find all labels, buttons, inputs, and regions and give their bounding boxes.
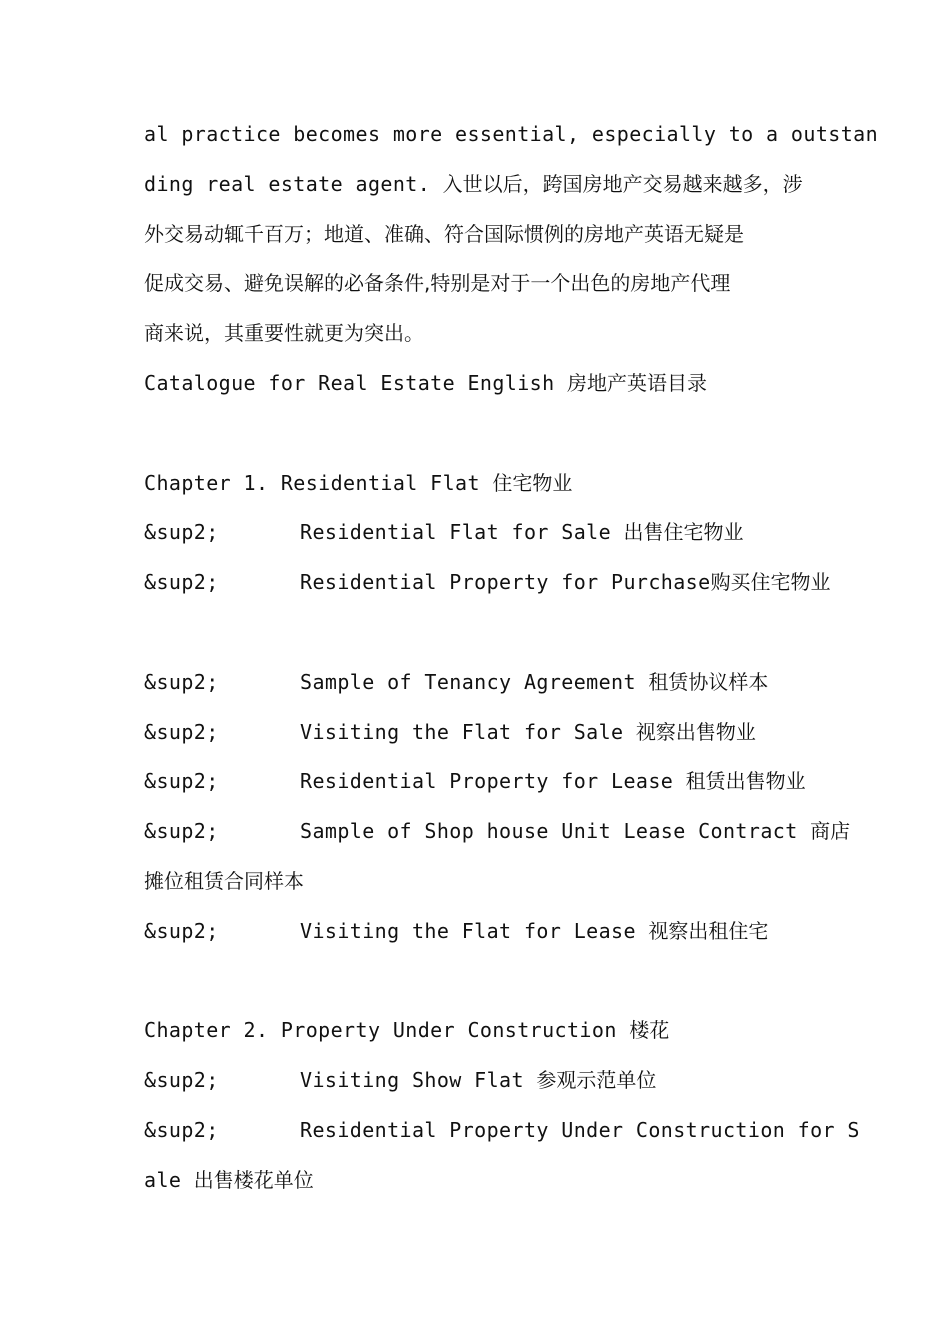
bullet-marker: &sup2; bbox=[144, 1117, 219, 1142]
list-item bbox=[144, 757, 814, 807]
item-title-en: Residential Property for Purchase bbox=[300, 570, 711, 595]
item-title-cn: 出售住宅物业 bbox=[623, 520, 744, 545]
bullet-marker: &sup2; bbox=[144, 719, 219, 744]
item-title-en: Sample of Tenancy Agreement bbox=[300, 669, 649, 694]
item-title-en: Residential Property for Lease bbox=[300, 769, 686, 794]
item-title-en: ale bbox=[144, 1167, 194, 1192]
bullet-marker: &sup2; bbox=[144, 918, 219, 943]
spacer bbox=[144, 957, 814, 1007]
list-item bbox=[144, 1056, 814, 1106]
item-title-cn: 商店 bbox=[810, 819, 851, 844]
intro-text: ding real estate agent. bbox=[144, 171, 443, 196]
intro-text-cn: 促成交易、避免误解的必备条件,特别是对于一个出色的房地产代理 bbox=[144, 271, 731, 296]
list-item-continuation bbox=[144, 857, 814, 907]
chapter-2-heading bbox=[144, 1006, 814, 1056]
chapter-2-title-cn: 楼花 bbox=[629, 1018, 670, 1043]
bullet-marker: &sup2; bbox=[144, 819, 219, 844]
intro-line bbox=[144, 110, 879, 160]
bullet-marker: &sup2; bbox=[144, 1068, 219, 1093]
spacer bbox=[144, 608, 814, 658]
list-item-continuation bbox=[144, 1156, 814, 1206]
intro-text-cn: 商来说，其重要性就更为突出。 bbox=[144, 321, 424, 346]
item-title-en: Residential Property Under Construction for S bbox=[300, 1117, 860, 1142]
intro-text-cn: 入世以后，跨国房地产交易越来越多，涉 bbox=[442, 171, 803, 196]
list-item bbox=[144, 708, 814, 758]
bullet-marker: &sup2; bbox=[144, 769, 219, 794]
document-page bbox=[144, 110, 879, 1206]
item-title-en: Visiting the Flat for Lease bbox=[300, 918, 649, 943]
bullet-marker: &sup2; bbox=[144, 570, 219, 595]
item-title-en: Residential Flat for Sale bbox=[300, 520, 624, 545]
list-item bbox=[144, 807, 851, 857]
chapter-1-title-en: Chapter 1. Residential Flat bbox=[144, 470, 493, 495]
item-title-cn: 视察出租住宅 bbox=[648, 918, 769, 943]
catalogue-title-cn: 房地产英语目录 bbox=[567, 370, 707, 395]
item-title-en: Sample of Shop house Unit Lease Contract bbox=[300, 819, 811, 844]
bullet-marker: &sup2; bbox=[144, 669, 219, 694]
list-item bbox=[144, 907, 814, 957]
intro-text-cn: 外交易动辄千百万；地道、准确、符合国际惯例的房地产英语无疑是 bbox=[144, 221, 744, 246]
intro-line bbox=[144, 259, 814, 309]
intro-line bbox=[144, 210, 814, 260]
item-title-cn: 租赁出售物业 bbox=[685, 769, 806, 794]
item-title-cn: 租赁协议样本 bbox=[648, 669, 769, 694]
list-item bbox=[144, 1106, 860, 1156]
intro-text: al practice becomes more essential, especially to a outstan bbox=[144, 122, 879, 146]
list-item bbox=[144, 558, 831, 608]
item-title-en: Visiting the Flat for Sale bbox=[300, 719, 636, 744]
item-title-cn: 出售楼花单位 bbox=[193, 1167, 314, 1192]
bullet-marker: &sup2; bbox=[144, 520, 219, 545]
item-title-en: Visiting Show Flat bbox=[300, 1068, 537, 1093]
list-item bbox=[144, 508, 814, 558]
chapter-2-title-en: Chapter 2. Property Under Construction bbox=[144, 1018, 630, 1043]
chapter-1-heading bbox=[144, 459, 814, 509]
intro-line bbox=[144, 160, 814, 210]
item-title-cn: 视察出售物业 bbox=[635, 719, 756, 744]
catalogue-title bbox=[144, 359, 814, 409]
item-title-cn: 参观示范单位 bbox=[536, 1068, 657, 1093]
intro-line bbox=[144, 309, 814, 359]
spacer bbox=[144, 409, 814, 459]
catalogue-title-en: Catalogue for Real Estate English bbox=[144, 370, 567, 395]
chapter-1-title-cn: 住宅物业 bbox=[492, 470, 573, 495]
item-title-cn: 购买住宅物业 bbox=[710, 570, 831, 595]
list-item bbox=[144, 658, 814, 708]
item-title-cn: 摊位租赁合同样本 bbox=[144, 868, 304, 893]
